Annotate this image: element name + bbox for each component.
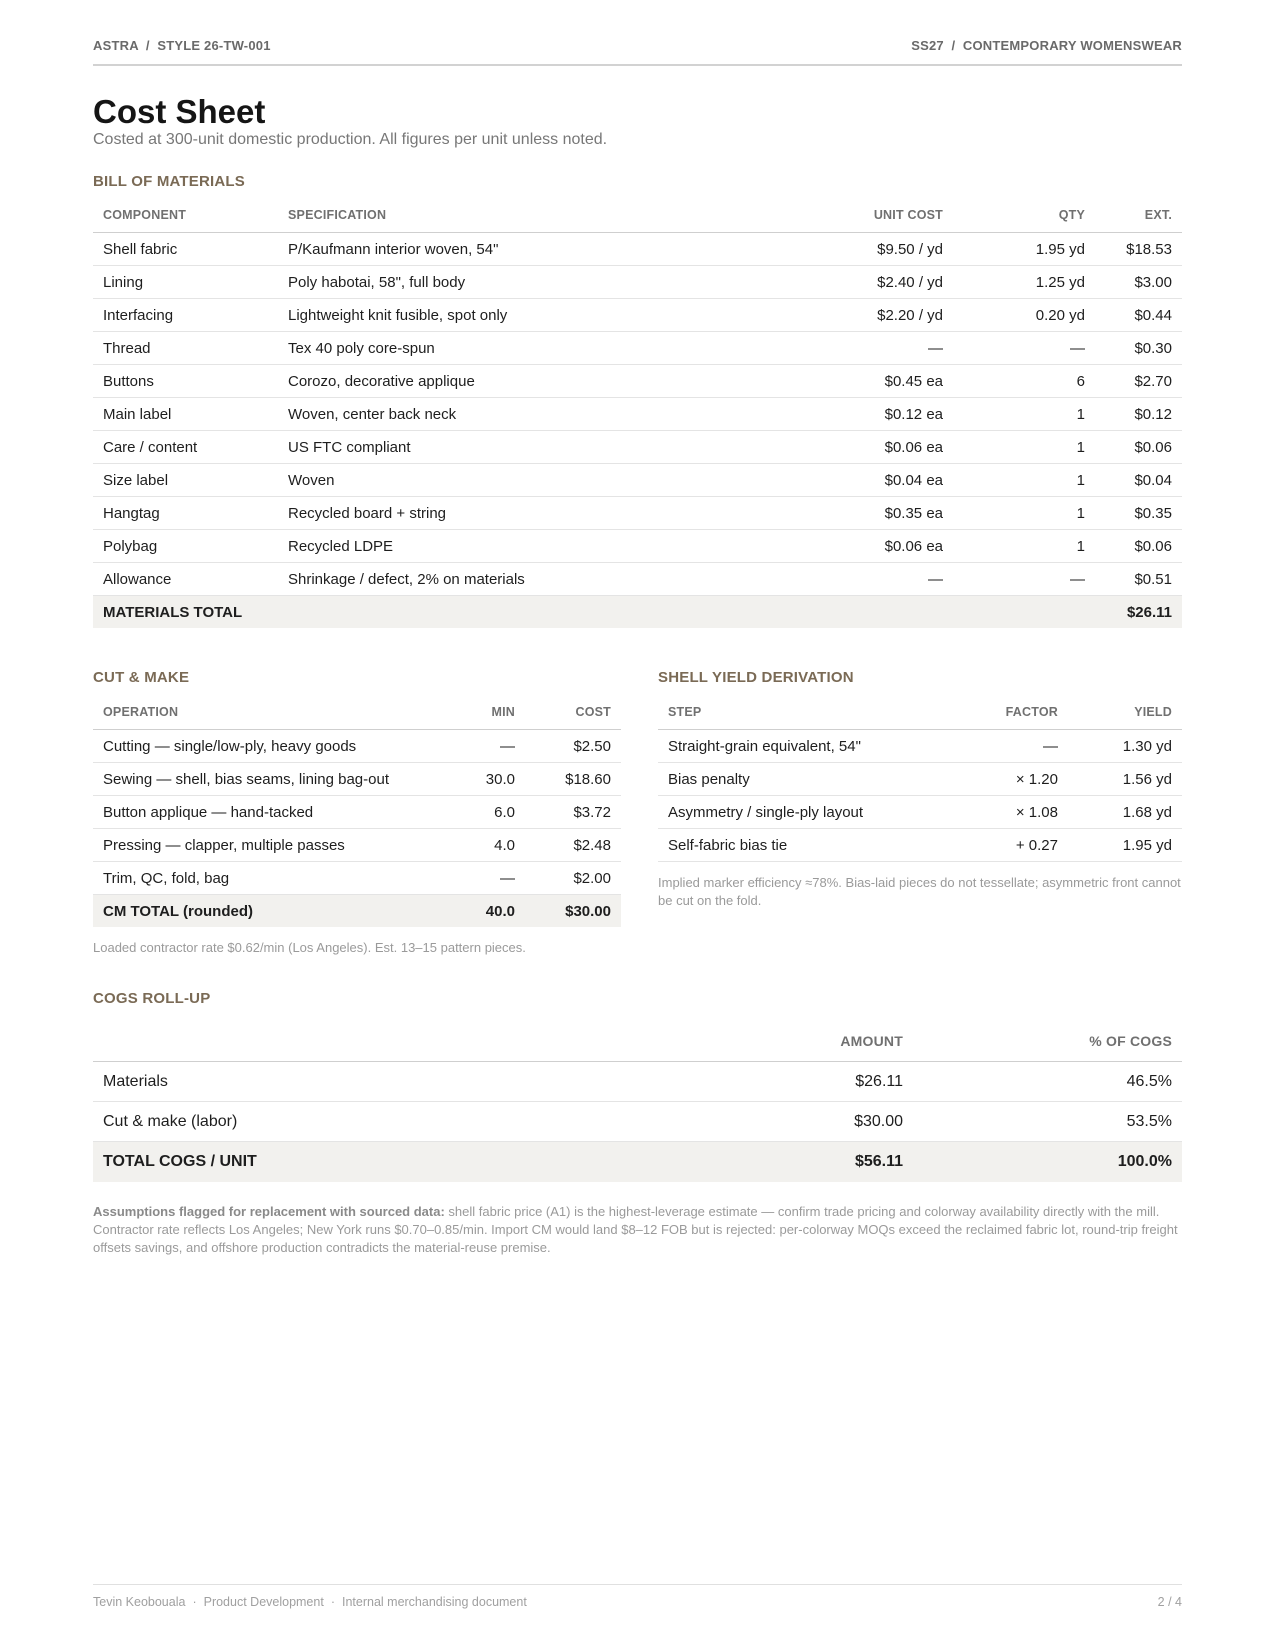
bom-component-cell: Hangtag xyxy=(93,497,278,530)
assumptions-body: shell fabric price (A1) is the highest-leverage estimate — confirm trade pricing and colorway availability directly with the mill. Contractor rate reflects Los Angeles; New York runs $0.70–0.85/min. Import CM would land $8–12 FOB but is rejected: per-colorway MOQs exceed the reclaimed fabric lot, round-trip freight offsets savings, and offshore production contradicts the material-reuse premise. xyxy=(93,1204,1178,1255)
cm-operation-cell: Pressing — clapper, multiple passes xyxy=(93,829,425,862)
yield-value-cell: 1.68 yd xyxy=(1068,796,1182,829)
yield-col-step: STEP xyxy=(658,695,934,730)
footer-author: Tevin Keobouala xyxy=(93,1595,186,1609)
bom-component-cell: Care / content xyxy=(93,431,278,464)
cogs-table xyxy=(93,1021,1182,1182)
cm-rows xyxy=(93,730,621,895)
bom-unit-cost-cell: $0.45 ea xyxy=(673,365,953,398)
cm-cost-cell: $2.48 xyxy=(525,829,621,862)
table-row xyxy=(93,730,621,763)
bom-qty-cell: 0.20 yd xyxy=(953,299,1095,332)
table-row xyxy=(93,266,1182,299)
bom-specification-cell: Woven, center back neck xyxy=(278,398,673,431)
cogs-pct-cell: 46.5% xyxy=(913,1062,1182,1102)
bom-ext-cell: $3.00 xyxy=(1095,266,1182,299)
cm-operation-cell: Sewing — shell, bias seams, lining bag-out xyxy=(93,763,425,796)
cogs-line-label: Cut & make (labor) xyxy=(93,1102,753,1142)
cm-total-label: CM TOTAL (rounded) xyxy=(93,895,425,928)
cogs-total-row xyxy=(93,1142,1182,1183)
bom-total-spacer xyxy=(673,596,953,629)
table-row xyxy=(93,829,621,862)
cm-total-cost: $30.00 xyxy=(525,895,621,928)
footer-dept: Product Development xyxy=(203,1595,324,1609)
bom-total-row xyxy=(93,596,1182,629)
bom-component-cell: Shell fabric xyxy=(93,233,278,266)
yield-factor-cell: + 0.27 xyxy=(934,829,1068,862)
bom-unit-cost-cell: $2.20 / yd xyxy=(673,299,953,332)
bom-col-qty: QTY xyxy=(953,198,1095,233)
cogs-rows xyxy=(93,1062,1182,1142)
footer-divider xyxy=(93,1584,1182,1585)
page-subtitle: Costed at 300-unit domestic production. All figures per unit unless noted. xyxy=(93,131,608,148)
yield-step-cell: Bias penalty xyxy=(658,763,934,796)
cm-min-cell: — xyxy=(425,862,525,895)
bom-unit-cost-cell: — xyxy=(673,332,953,365)
yield-col-factor: FACTOR xyxy=(934,695,1068,730)
yield-heading: SHELL YIELD DERIVATION xyxy=(658,669,854,686)
bom-col-unit-cost: UNIT COST xyxy=(673,198,953,233)
yield-value-cell: 1.95 yd xyxy=(1068,829,1182,862)
cm-operation-cell: Button applique — hand-tacked xyxy=(93,796,425,829)
bom-specification-cell: Corozo, decorative applique xyxy=(278,365,673,398)
bom-ext-cell: $2.70 xyxy=(1095,365,1182,398)
cm-header-row xyxy=(93,695,621,730)
bom-specification-cell: Woven xyxy=(278,464,673,497)
bom-unit-cost-cell: $0.06 ea xyxy=(673,530,953,563)
bom-specification-cell: P/Kaufmann interior woven, 54" xyxy=(278,233,673,266)
header-style-id: ASTRA / STYLE 26-TW-001 xyxy=(93,38,271,53)
cm-total-min: 40.0 xyxy=(425,895,525,928)
cm-total-row xyxy=(93,895,621,928)
table-row xyxy=(93,530,1182,563)
bom-ext-cell: $0.51 xyxy=(1095,563,1182,596)
cm-min-cell: — xyxy=(425,730,525,763)
header-season: SS27 / CONTEMPORARY WOMENSWEAR xyxy=(911,38,1182,53)
footer-left xyxy=(93,1595,527,1609)
cm-min-cell: 30.0 xyxy=(425,763,525,796)
cogs-line-label: Materials xyxy=(93,1062,753,1102)
bom-unit-cost-cell: $2.40 / yd xyxy=(673,266,953,299)
bom-qty-cell: 1 xyxy=(953,431,1095,464)
yield-value-cell: 1.30 yd xyxy=(1068,730,1182,763)
cogs-total-amount: $56.11 xyxy=(753,1142,913,1183)
cm-operation-cell: Cutting — single/low-ply, heavy goods xyxy=(93,730,425,763)
cm-col-min: MIN xyxy=(425,695,525,730)
bom-ext-cell: $18.53 xyxy=(1095,233,1182,266)
table-row xyxy=(93,464,1182,497)
page-footer xyxy=(93,1595,1182,1609)
footer-doc-type: Internal merchandising document xyxy=(341,1595,527,1609)
bom-component-cell: Main label xyxy=(93,398,278,431)
bom-total-spacer xyxy=(278,596,673,629)
yield-table xyxy=(658,695,1182,862)
cm-cost-cell: $2.00 xyxy=(525,862,621,895)
bom-ext-cell: $0.04 xyxy=(1095,464,1182,497)
yield-step-cell: Asymmetry / single-ply layout xyxy=(658,796,934,829)
bom-qty-cell: 1 xyxy=(953,497,1095,530)
bom-table xyxy=(93,198,1182,628)
table-row xyxy=(93,1102,1182,1142)
cost-sheet-page xyxy=(93,0,1182,1650)
bom-specification-cell: Recycled LDPE xyxy=(278,530,673,563)
cogs-amount-cell: $26.11 xyxy=(753,1062,913,1102)
table-row xyxy=(93,365,1182,398)
table-row xyxy=(93,299,1182,332)
table-row xyxy=(658,730,1182,763)
cm-operation-cell: Trim, QC, fold, bag xyxy=(93,862,425,895)
table-row xyxy=(93,233,1182,266)
bom-col-ext: EXT. xyxy=(1095,198,1182,233)
table-row xyxy=(93,796,621,829)
bom-specification-cell: Tex 40 poly core-spun xyxy=(278,332,673,365)
bom-unit-cost-cell: $0.12 ea xyxy=(673,398,953,431)
bom-qty-cell: 1 xyxy=(953,530,1095,563)
cogs-total-pct: 100.0% xyxy=(913,1142,1182,1183)
cm-col-operation: OPERATION xyxy=(93,695,425,730)
yield-value-cell: 1.56 yd xyxy=(1068,763,1182,796)
yield-rows xyxy=(658,730,1182,862)
bom-specification-cell: US FTC compliant xyxy=(278,431,673,464)
cogs-heading: COGS ROLL-UP xyxy=(93,990,211,1007)
bom-ext-cell: $0.12 xyxy=(1095,398,1182,431)
bom-total-value: $26.11 xyxy=(1095,596,1182,629)
page-header xyxy=(93,38,1182,53)
bom-total-label: MATERIALS TOTAL xyxy=(93,596,278,629)
cogs-col-amount: AMOUNT xyxy=(753,1021,913,1062)
bom-qty-cell: — xyxy=(953,563,1095,596)
bom-component-cell: Size label xyxy=(93,464,278,497)
cm-min-cell: 4.0 xyxy=(425,829,525,862)
bom-total-spacer xyxy=(953,596,1095,629)
bom-col-component: COMPONENT xyxy=(93,198,278,233)
table-row xyxy=(658,796,1182,829)
yield-note: Implied marker efficiency ≈78%. Bias-laid pieces do not tessellate; asymmetric front cannot be cut on the fold. xyxy=(658,875,1181,908)
footer-page-number: 2 / 4 xyxy=(1157,1595,1182,1609)
bom-component-cell: Interfacing xyxy=(93,299,278,332)
table-row xyxy=(658,763,1182,796)
table-row xyxy=(93,763,621,796)
bom-ext-cell: $0.44 xyxy=(1095,299,1182,332)
yield-header-row xyxy=(658,695,1182,730)
cm-table xyxy=(93,695,621,927)
bom-rows xyxy=(93,233,1182,596)
table-row xyxy=(658,829,1182,862)
table-row xyxy=(93,398,1182,431)
cm-cost-cell: $2.50 xyxy=(525,730,621,763)
bom-unit-cost-cell: $0.35 ea xyxy=(673,497,953,530)
bom-component-cell: Allowance xyxy=(93,563,278,596)
yield-step-cell: Self-fabric bias tie xyxy=(658,829,934,862)
bom-qty-cell: 6 xyxy=(953,365,1095,398)
table-row xyxy=(93,1062,1182,1102)
bom-component-cell: Thread xyxy=(93,332,278,365)
cogs-total-label: TOTAL COGS / UNIT xyxy=(93,1142,753,1183)
assumptions-note xyxy=(93,1203,1182,1257)
bom-component-cell: Polybag xyxy=(93,530,278,563)
cm-note: Loaded contractor rate $0.62/min (Los Angeles). Est. 13–15 pattern pieces. xyxy=(93,940,526,955)
cm-col-cost: COST xyxy=(525,695,621,730)
yield-factor-cell: — xyxy=(934,730,1068,763)
table-row xyxy=(93,431,1182,464)
bom-ext-cell: $0.35 xyxy=(1095,497,1182,530)
bom-specification-cell: Poly habotai, 58", full body xyxy=(278,266,673,299)
cogs-col-blank xyxy=(93,1021,753,1062)
cm-cost-cell: $18.60 xyxy=(525,763,621,796)
bom-qty-cell: 1.25 yd xyxy=(953,266,1095,299)
bom-unit-cost-cell: $9.50 / yd xyxy=(673,233,953,266)
bom-qty-cell: — xyxy=(953,332,1095,365)
yield-factor-cell: × 1.20 xyxy=(934,763,1068,796)
header-divider xyxy=(93,64,1182,66)
cm-cost-cell: $3.72 xyxy=(525,796,621,829)
bom-qty-cell: 1 xyxy=(953,398,1095,431)
cm-heading: CUT & MAKE xyxy=(93,669,190,686)
bom-qty-cell: 1.95 yd xyxy=(953,233,1095,266)
bom-col-specification: SPECIFICATION xyxy=(278,198,673,233)
cogs-col-pct: % OF COGS xyxy=(913,1021,1182,1062)
bom-specification-cell: Shrinkage / defect, 2% on materials xyxy=(278,563,673,596)
cogs-amount-cell: $30.00 xyxy=(753,1102,913,1142)
bom-ext-cell: $0.06 xyxy=(1095,431,1182,464)
table-row xyxy=(93,497,1182,530)
table-row xyxy=(93,862,621,895)
bom-heading: BILL OF MATERIALS xyxy=(93,173,246,190)
bom-ext-cell: $0.06 xyxy=(1095,530,1182,563)
bom-unit-cost-cell: $0.04 ea xyxy=(673,464,953,497)
bom-header-row xyxy=(93,198,1182,233)
cogs-header-row xyxy=(93,1021,1182,1062)
assumptions-lead: Assumptions flagged for replacement with sourced data: xyxy=(93,1204,445,1219)
footer-separator: · xyxy=(192,1595,197,1609)
bom-component-cell: Lining xyxy=(93,266,278,299)
footer-separator: · xyxy=(330,1595,335,1609)
yield-factor-cell: × 1.08 xyxy=(934,796,1068,829)
yield-col-yield: YIELD xyxy=(1068,695,1182,730)
yield-step-cell: Straight-grain equivalent, 54" xyxy=(658,730,934,763)
bom-component-cell: Buttons xyxy=(93,365,278,398)
bom-ext-cell: $0.30 xyxy=(1095,332,1182,365)
bom-qty-cell: 1 xyxy=(953,464,1095,497)
cm-min-cell: 6.0 xyxy=(425,796,525,829)
table-row xyxy=(93,332,1182,365)
page-title: Cost Sheet xyxy=(93,93,266,130)
bom-specification-cell: Lightweight knit fusible, spot only xyxy=(278,299,673,332)
bom-specification-cell: Recycled board + string xyxy=(278,497,673,530)
bom-unit-cost-cell: $0.06 ea xyxy=(673,431,953,464)
bom-unit-cost-cell: — xyxy=(673,563,953,596)
cogs-pct-cell: 53.5% xyxy=(913,1102,1182,1142)
table-row xyxy=(93,563,1182,596)
